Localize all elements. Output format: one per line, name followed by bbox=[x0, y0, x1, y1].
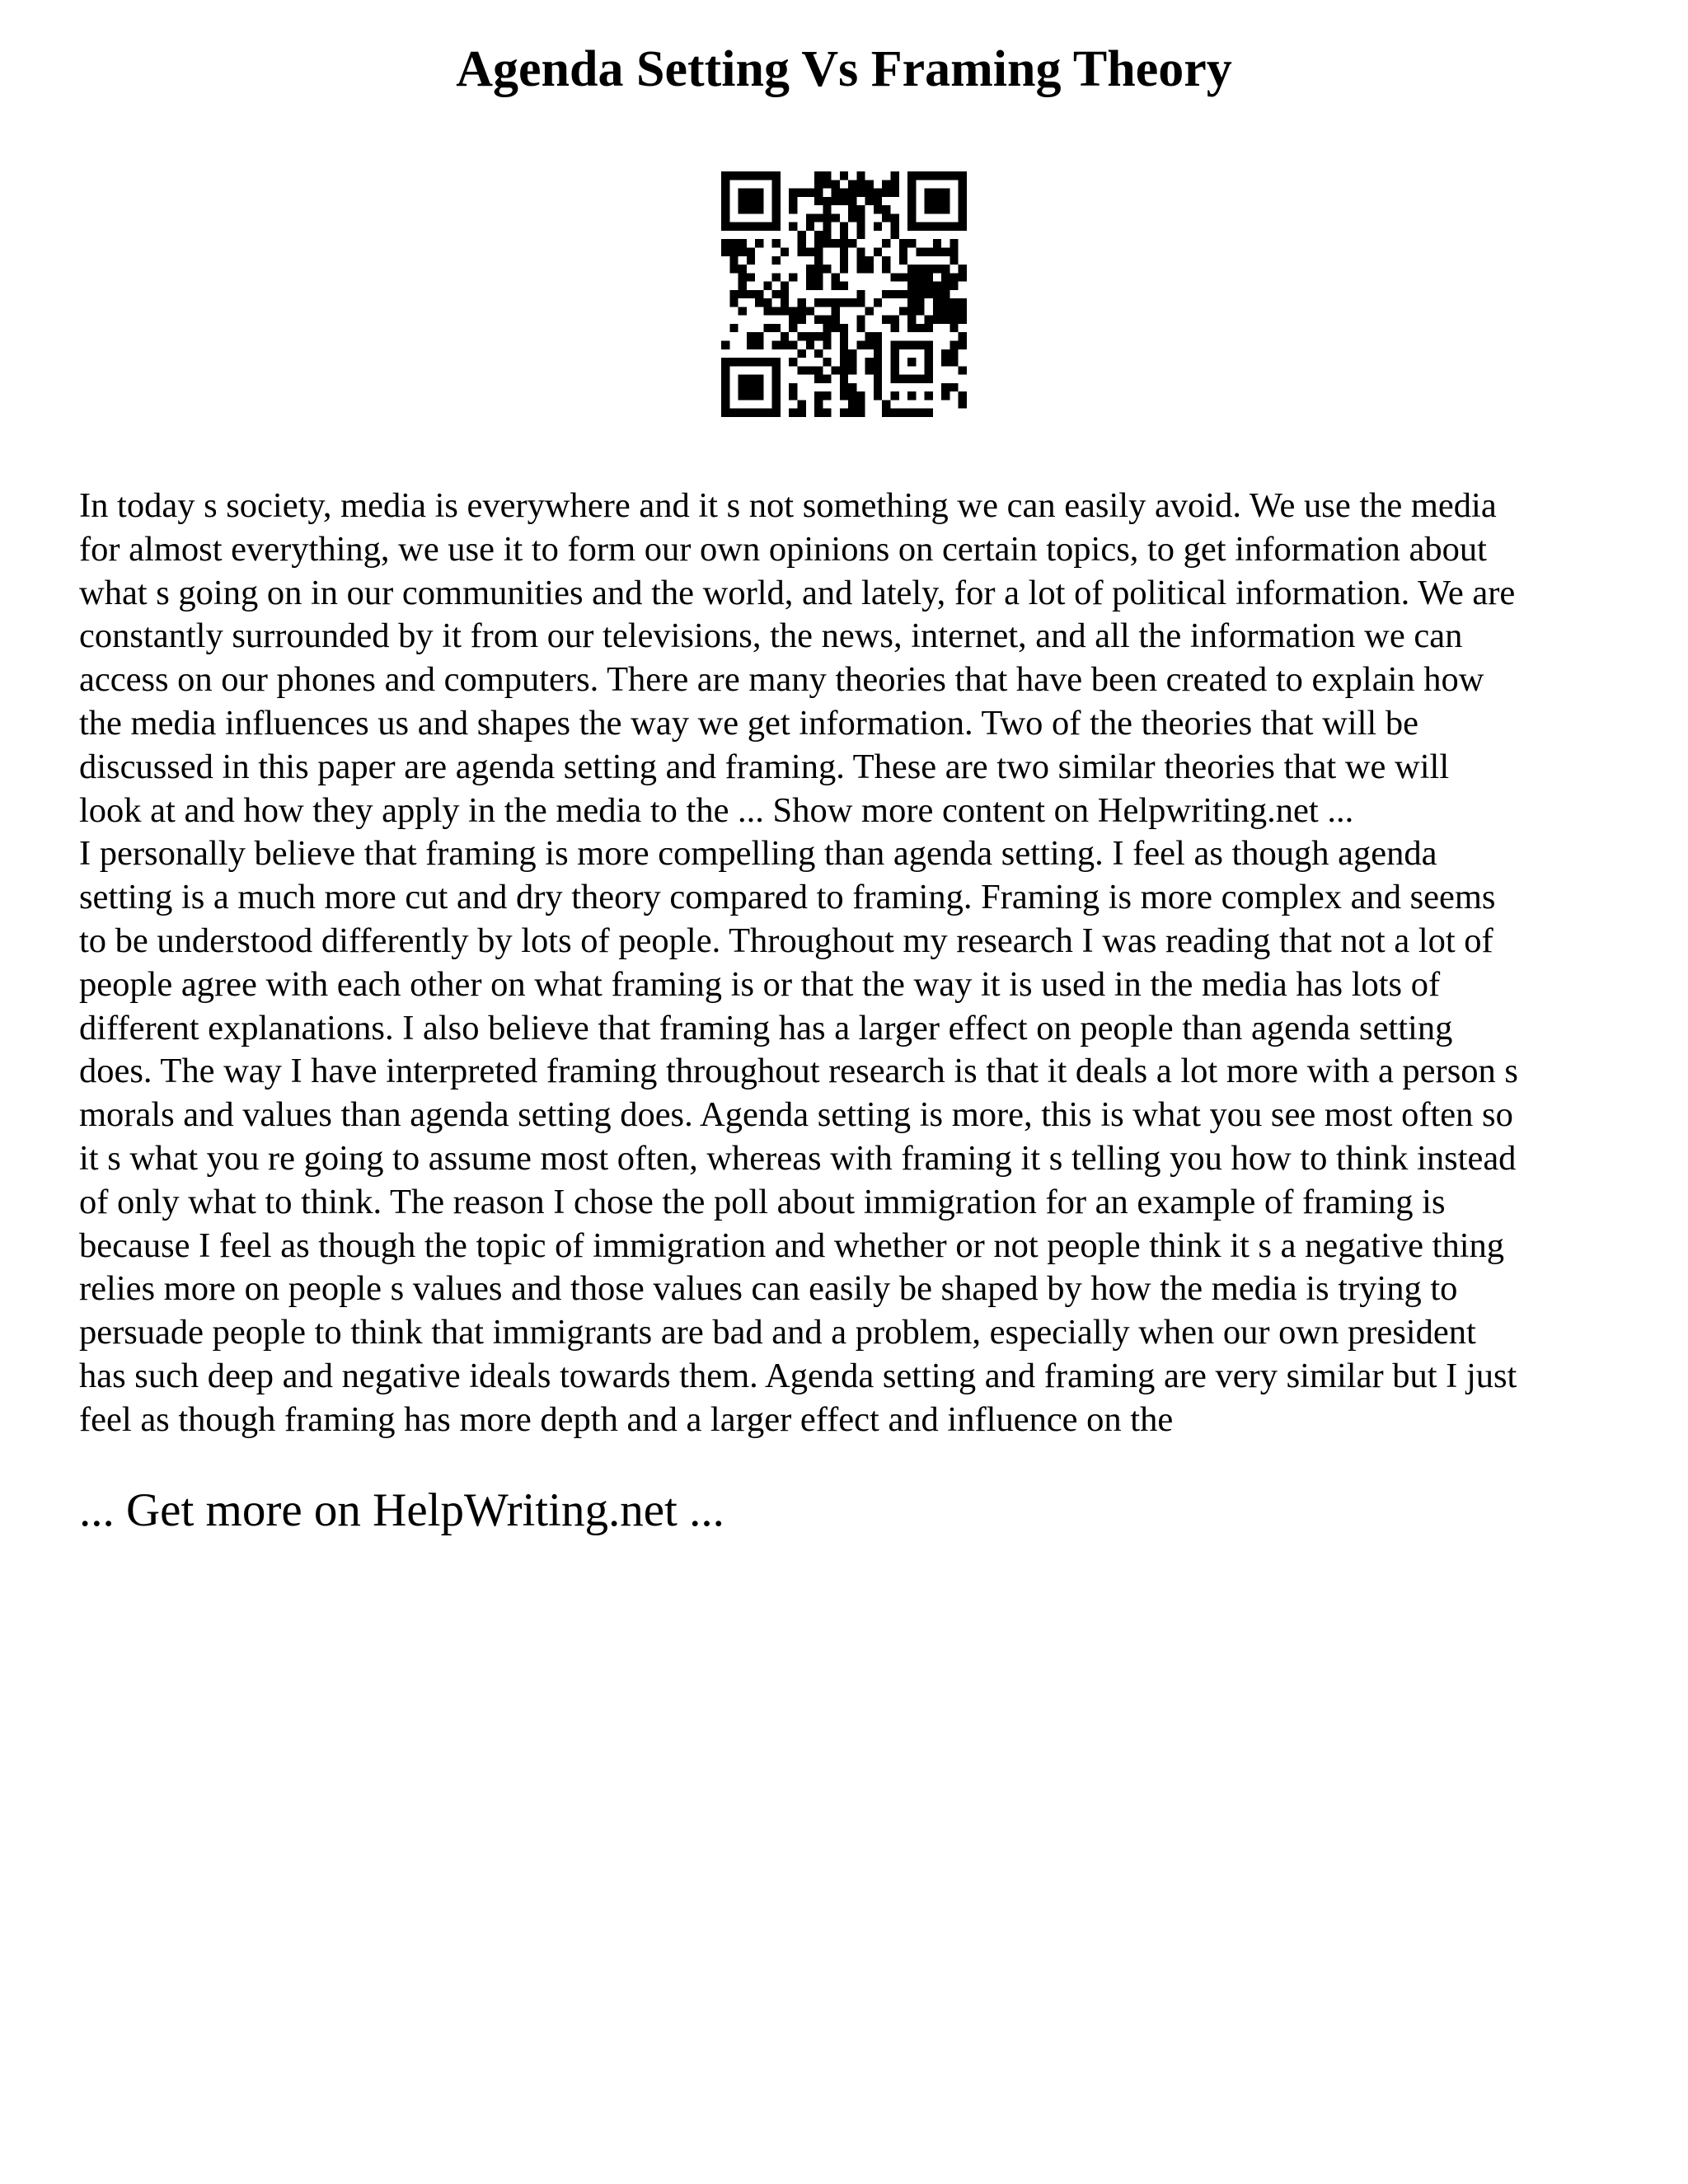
essay-line: the media influences us and shapes the way we get information. Two of the theories that will be bbox=[79, 703, 1418, 743]
essay-line: I personally believe that framing is more compelling than agenda setting. I feel as though agenda bbox=[79, 834, 1437, 874]
essay-line: for almost everything, we use it to form our own opinions on certain topics, to get information about bbox=[79, 529, 1487, 569]
qr-code-icon bbox=[721, 171, 967, 417]
essay-line: setting is a much more cut and dry theory compared to framing. Framing is more complex and seems bbox=[79, 878, 1496, 917]
essay-line: people agree with each other on what framing is or that the way it is used in the media has lots of bbox=[79, 964, 1441, 1004]
essay-line: discussed in this paper are agenda setting and framing. These are two similar theories that we will bbox=[79, 747, 1450, 786]
essay-line: relies more on people s values and those values can easily be shaped by how the media is trying to bbox=[79, 1269, 1458, 1309]
essay-line: has such deep and negative ideals towards them. Agenda setting and framing are very similar but I just bbox=[79, 1356, 1517, 1395]
essay-line: what s going on in our communities and the world, and lately, for a lot of political information. We are bbox=[79, 573, 1516, 612]
essay-line: In today s society, media is everywhere and it s not something we can easily avoid. We use the media bbox=[79, 486, 1497, 525]
essay-line: persuade people to think that immigrants are bad and a problem, especially when our own president bbox=[79, 1313, 1476, 1352]
essay-line: look at and how they apply in the media to the ... Show more content on Helpwriting.net ... bbox=[79, 790, 1354, 830]
essay-line: different explanations. I also believe that framing has a larger effect on people than agenda setting bbox=[79, 1008, 1453, 1047]
essay-line: constantly surrounded by it from our televisions, the news, internet, and all the information we can bbox=[79, 616, 1463, 656]
essay-line: it s what you re going to assume most often, whereas with framing it s telling you how to think instead bbox=[79, 1138, 1517, 1178]
essay-line: feel as though framing has more depth and a larger effect and influence on the bbox=[79, 1399, 1174, 1439]
essay-line: because I feel as though the topic of immigration and whether or not people think it s a negative thing bbox=[79, 1226, 1505, 1265]
essay-line: does. The way I have interpreted framing throughout research is that it deals a lot more with a person s bbox=[79, 1052, 1518, 1091]
essay-line: access on our phones and computers. There are many theories that have been created to explain how bbox=[79, 660, 1484, 700]
get-more-link[interactable]: ... Get more on HelpWriting.net ... bbox=[79, 1484, 724, 1536]
essay-line: of only what to think. The reason I chose the poll about immigration for an example of framing is bbox=[79, 1182, 1446, 1221]
essay-body bbox=[79, 485, 1625, 1442]
page-title: Agenda Setting Vs Framing Theory bbox=[456, 41, 1232, 97]
essay-line: morals and values than agenda setting does. Agenda setting is more, this is what you see most often so bbox=[79, 1095, 1513, 1135]
essay-line: to be understood differently by lots of people. Throughout my research I was reading that not a lot of bbox=[79, 921, 1493, 960]
